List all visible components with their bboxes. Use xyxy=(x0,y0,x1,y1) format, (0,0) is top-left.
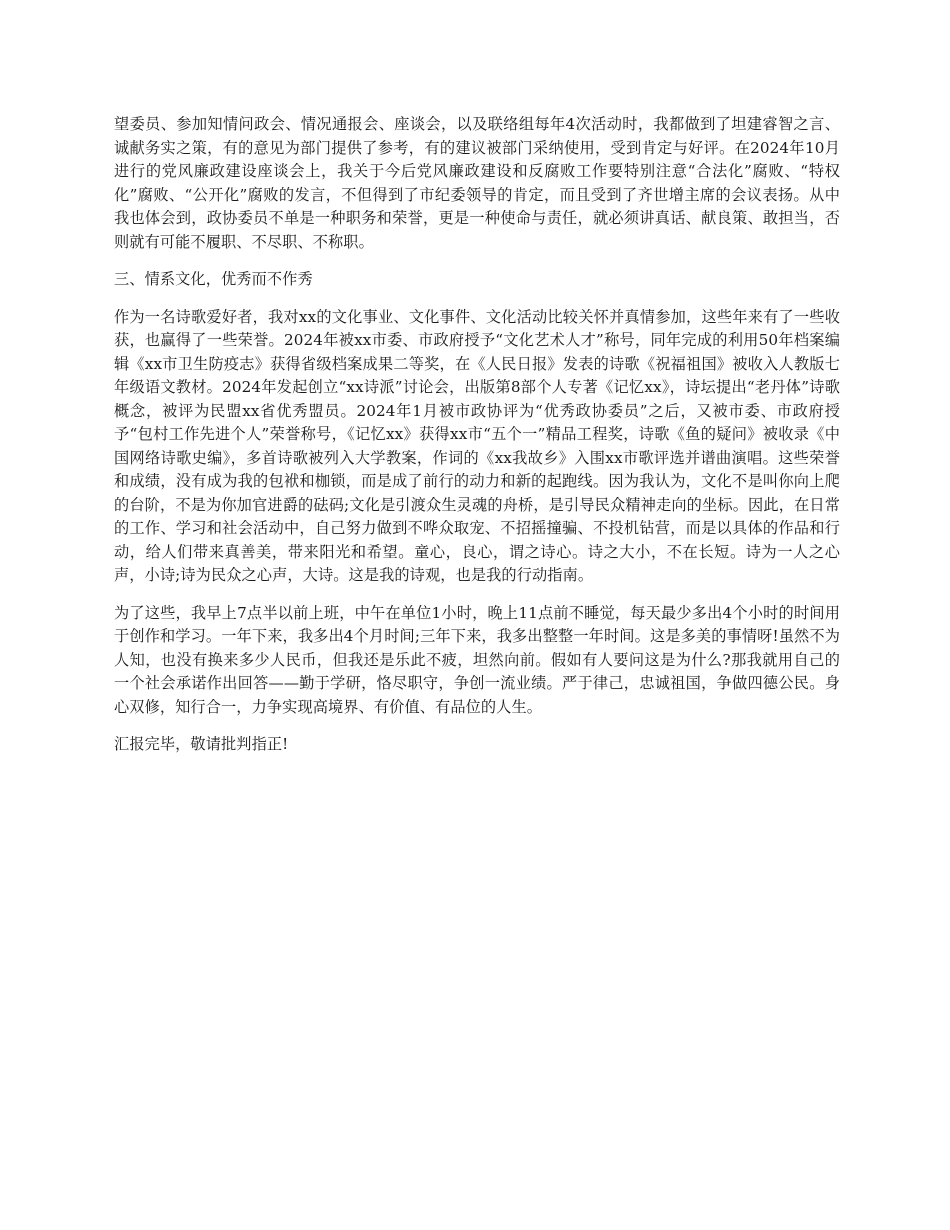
paragraph-work-commitment: 为了这些，我早上7点半以前上班，中午在单位1小时，晚上11点前不睡觉，每天最少多出4个小时的时间用于创作和学习。一年下来，我多出4个月时间;三年下来，我多出整整一年时间。这是多美的事情呀!虽然不为人知，也没有换来多少人民币，但我还是乐此不疲，坦然向前。假如有人要问这是为什么?那我就用自己的一个社会承诺作出回答——勤于学研，恪尽职守，争创一流业绩。严于律己，忠诚祖国，争做四德公民。身心双修，知行合一，力争实现高境界、有价值、有品位的人生。 xyxy=(114,603,840,716)
paragraph-culture-honors: 作为一名诗歌爱好者，我对xx的文化事业、文化事件、文化活动比较关怀并真情参加，这些年来有了一些收获，也赢得了一些荣誉。2024年被xx市委、市政府授予“文化艺术人才”称号，同年完成的利用50年档案编辑《xx市卫生防疫志》获得省级档案成果二等奖，在《人民日报》发表的诗歌《祝福祖国》被收入人教版七年级语文教材。2024年发起创立“xx诗派”讨论会，出版第8部个人专著《记忆xx》，诗坛提出“老丹体”诗歌概念，被评为民盟xx省优秀盟员。2024年1月被市政协评为“优秀政协委员”之后，又被市委、市政府授予“包村工作先进个人”荣誉称号，《记忆xx》获得xx市“五个一”精品工程奖，诗歌《鱼的疑问》被收录《中国网络诗歌史编》，多首诗歌被列入大学教案，作词的《xx我故乡》入围xx市歌评选并谱曲演唱。这些荣誉和成绩，没有成为我的包袱和枷锁，而是成了前行的动力和新的起跑线。因为我认为，文化不是叫你向上爬的台阶，不是为你加官进爵的砝码;文化是引渡众生灵魂的舟桥，是引导民众精神走向的坐标。因此，在日常的工作、学习和社会活动中，自己努力做到不哗众取宠、不招摇撞骗、不投机钻营，而是以具体的作品和行动，给人们带来真善美，带来阳光和希望。童心，良心，谓之诗心。诗之大小，不在长短。诗为一人之心声，小诗;诗为民众之心声，大诗。这是我的诗观，也是我的行动指南。 xyxy=(114,307,840,584)
document-body xyxy=(114,113,840,771)
paragraph-closing: 汇报完毕，敬请批判指正! xyxy=(114,735,289,753)
section-heading-culture: 三、情系文化，优秀而不作秀 xyxy=(114,270,313,288)
paragraph-duty-performance: 望委员、参加知情问政会、情况通报会、座谈会，以及联络组每年4次活动时，我都做到了坦建睿智之言、诚献务实之策，有的意见为部门提供了参考，有的建议被部门采纳使用，受到肯定与好评。在2024年10月进行的党风廉政建设座谈会上，我关于今后党风廉政建设和反腐败工作要特别注意“合法化”腐败、“特权化”腐败、“公开化”腐败的发言，不但得到了市纪委领导的肯定，而且受到了齐世增主席的会议表扬。从中我也体会到，政协委员不单是一种职务和荣誉，更是一种使命与责任，就必须讲真话、献良策、敢担当，否则就有可能不履职、不尽职、不称职。 xyxy=(114,115,840,251)
